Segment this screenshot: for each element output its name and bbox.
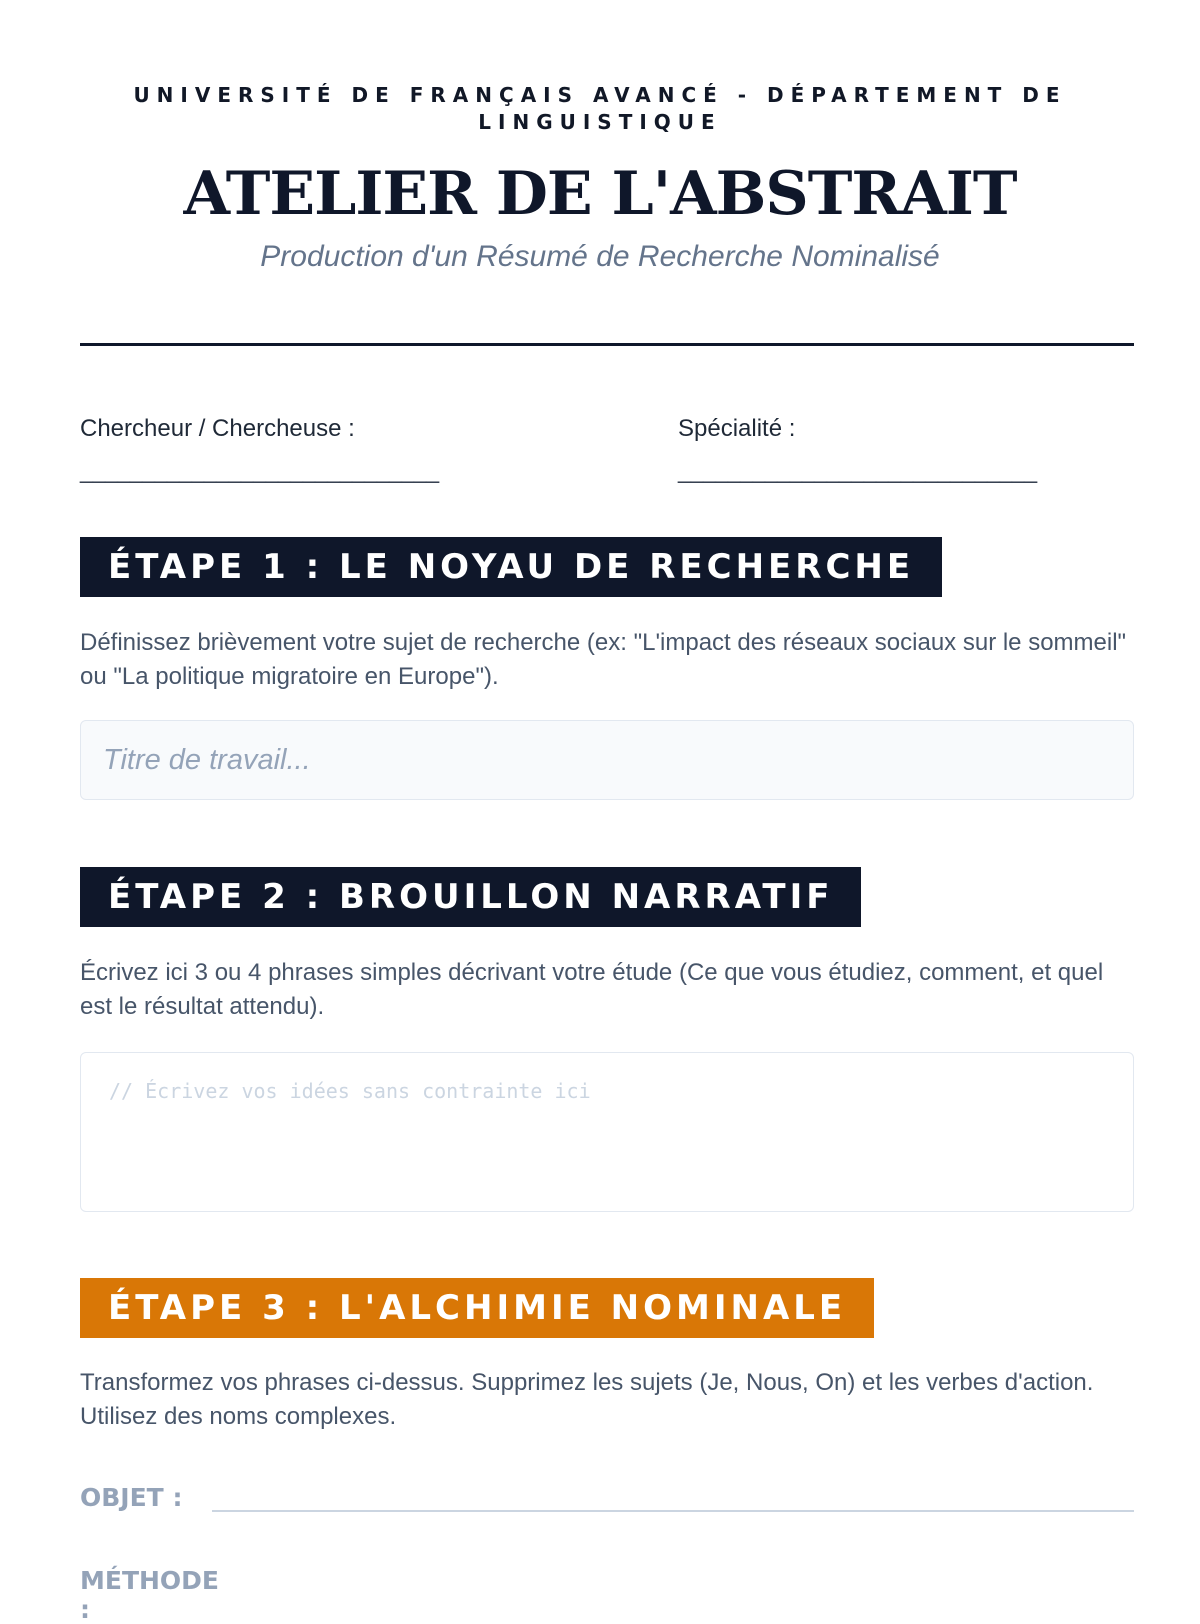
step-2-description: Écrivez ici 3 ou 4 phrases simples décrivant votre étude (Ce que vous étudiez, comment, et quel est le résultat attendu). <box>80 959 1104 1020</box>
identity-fields <box>80 415 1134 485</box>
methode-row <box>80 1566 1134 1624</box>
working-title-input[interactable] <box>80 720 1134 800</box>
step-2-banner: ÉTAPE 2 : BROUILLON NARRATIF <box>80 867 861 927</box>
methode-label: MÉTHODE : <box>80 1566 220 1624</box>
step-1-description: Définissez brièvement votre sujet de recherche (ex: "L'impact des réseaux sociaux sur le sommeil" ou "La politique migratoire en Europe"). <box>80 629 1127 690</box>
working-title-placeholder: Titre de travail... <box>103 743 311 776</box>
objet-input-line[interactable] <box>212 1480 1134 1512</box>
draft-placeholder: // Écrivez vos idées sans contrainte ici <box>109 1079 591 1103</box>
specialty-label: Spécialité : <box>678 415 796 442</box>
specialty-field <box>678 415 1134 485</box>
page-title: ATELIER DE L'ABSTRAIT <box>183 159 1017 229</box>
page-subtitle: Production d'un Résumé de Recherche Nominalisé <box>260 240 940 273</box>
institution-name: UNIVERSITÉ DE FRANÇAIS AVANCÉ - DÉPARTEMENT DE LINGUISTIQUE <box>133 83 1067 134</box>
step-1-banner: ÉTAPE 1 : LE NOYAU DE RECHERCHE <box>80 537 942 597</box>
narrative-draft-textarea[interactable] <box>80 1052 1134 1212</box>
researcher-field <box>80 415 678 485</box>
step-3-banner: ÉTAPE 3 : L'ALCHIMIE NOMINALE <box>80 1278 874 1338</box>
worksheet-header <box>0 0 1200 274</box>
objet-label: OBJET : <box>80 1483 183 1512</box>
step-3-description: Transformez vos phrases ci-dessus. Supprimez les sujets (Je, Nous, On) et les verbes d'action. Utilisez des noms complexes. <box>80 1369 1094 1430</box>
researcher-label: Chercheur / Chercheuse : <box>80 415 355 442</box>
specialty-blank[interactable]: _____________________________ <box>678 457 1037 484</box>
objet-row <box>80 1480 1134 1512</box>
researcher-blank[interactable]: _____________________________ <box>80 457 439 484</box>
header-divider <box>80 343 1134 346</box>
